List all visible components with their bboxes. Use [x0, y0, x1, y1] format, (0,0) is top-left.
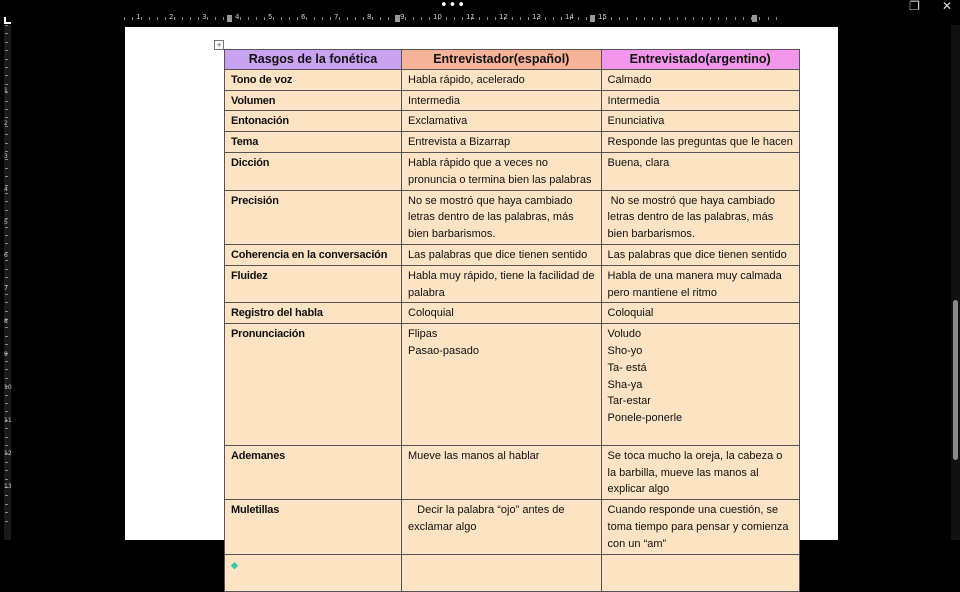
- cell-line: Responde las preguntas que le hacen: [607, 136, 793, 149]
- entrevistado-cell[interactable]: [601, 265, 799, 303]
- vertical-scrollbar[interactable]: [951, 25, 960, 540]
- ruler-tick: [5, 243, 8, 244]
- cell-line: Buena, clara: [607, 156, 670, 169]
- ruler-tick: [5, 50, 8, 51]
- entrevistador-cell[interactable]: [402, 244, 602, 265]
- ruler-tick: [5, 462, 8, 463]
- cell-line: [408, 393, 595, 410]
- ruler-tick: [578, 17, 579, 20]
- ruler-tick: [586, 17, 587, 20]
- cell-line: letras dentro de las palabras, más: [607, 211, 774, 224]
- table-row: [225, 190, 800, 244]
- entrevistador-cell[interactable]: [402, 69, 602, 90]
- row-label[interactable]: Registro del habla: [225, 303, 402, 324]
- table-header-row: [225, 50, 800, 70]
- table-row: [225, 111, 800, 132]
- cell-line: pronuncia o termina bien las palabras: [408, 173, 592, 186]
- right-margin-marker[interactable]: [752, 15, 757, 22]
- cell-line: con un “am”: [607, 537, 667, 550]
- ruler-tick: [314, 17, 315, 20]
- ruler-tick: [215, 17, 216, 20]
- ruler-number: 11: [4, 417, 12, 424]
- ruler-tick: [124, 17, 125, 20]
- ruler-tick: [611, 17, 612, 20]
- cell-line: Las palabras que dice tienen sentido: [408, 248, 588, 261]
- ruler-tick: [5, 193, 8, 194]
- ruler-tick: [5, 143, 8, 144]
- table-row: [225, 244, 800, 265]
- ruler-tick: [264, 17, 265, 20]
- row-label[interactable]: Pronunciación: [225, 324, 402, 446]
- ruler-number: 4: [235, 13, 240, 21]
- ruler-number: 13: [4, 483, 12, 490]
- cell-line: bien barbarismos.: [607, 228, 695, 241]
- entrevistado-cell[interactable]: [601, 554, 799, 592]
- row-label[interactable]: [225, 554, 402, 592]
- row-label[interactable]: Tono de voz: [225, 69, 402, 90]
- ruler-tick: [256, 17, 257, 20]
- cell-line: Ta- está: [607, 361, 647, 374]
- ruler-number: 7: [4, 285, 8, 292]
- ruler-tick: [5, 227, 8, 228]
- ruler-tick: [5, 327, 8, 328]
- entrevistador-cell[interactable]: [402, 111, 602, 132]
- ruler-number: 6: [4, 252, 8, 259]
- cell-line: Mueve las manos al hablar: [408, 449, 540, 462]
- ruler-tick: [479, 17, 480, 20]
- entrevistado-cell[interactable]: [601, 500, 799, 554]
- ruler-tick: [380, 17, 381, 20]
- ruler-tick: [5, 470, 8, 471]
- ruler-tick: [5, 25, 8, 26]
- indent-marker[interactable]: [227, 15, 232, 22]
- entrevistador-cell[interactable]: [402, 152, 602, 190]
- ruler-tick: [5, 521, 8, 522]
- ruler-number: 10: [4, 384, 12, 391]
- ruler-tick: [528, 17, 529, 20]
- cell-line: Coloquial: [408, 307, 454, 320]
- ruler-number: 12: [4, 450, 12, 457]
- ruler-tick: [388, 17, 389, 20]
- entrevistador-cell[interactable]: [402, 190, 602, 244]
- vertical-ruler[interactable]: [4, 25, 11, 540]
- ruler-tick: [644, 17, 645, 20]
- ruler-tick: [405, 17, 406, 20]
- ruler-tick: [669, 17, 670, 20]
- cell-line: No se mostró que haya cambiado: [607, 194, 776, 207]
- ruler-tick: [710, 17, 711, 20]
- entrevistado-cell[interactable]: [601, 324, 799, 446]
- entrevistado-cell[interactable]: [601, 244, 799, 265]
- ruler-tick: [347, 17, 348, 20]
- cell-line: [608, 573, 793, 590]
- entrevistador-cell[interactable]: [402, 445, 602, 499]
- ruler-tick: [306, 17, 307, 20]
- entrevistador-cell[interactable]: [402, 324, 602, 446]
- ruler-tick: [5, 84, 8, 85]
- cell-line: [608, 427, 793, 444]
- ruler-tick: [421, 17, 422, 20]
- tab-marker[interactable]: [395, 15, 400, 22]
- ruler-tick: [141, 17, 142, 20]
- ruler-tick: [157, 17, 158, 20]
- ruler-tick: [660, 17, 661, 20]
- ruler-tick: [182, 17, 183, 20]
- entrevistador-cell[interactable]: [402, 303, 602, 324]
- entrevistador-cell[interactable]: [402, 90, 602, 111]
- ruler-tick: [5, 504, 8, 505]
- ruler-tick: [652, 17, 653, 20]
- table-row: [225, 132, 800, 153]
- cell-line: [408, 377, 595, 394]
- ruler-tick: [339, 17, 340, 20]
- close-button[interactable]: ✕: [941, 0, 952, 13]
- cell-line: [608, 557, 793, 574]
- entrevistado-cell[interactable]: [601, 69, 799, 90]
- ruler-tick: [693, 17, 694, 20]
- cell-line: Se toca mucho la oreja, la cabeza o: [607, 449, 783, 462]
- ruler-number: 11: [466, 13, 475, 21]
- ruler-tick: [446, 17, 447, 20]
- ruler-tick: [372, 17, 373, 20]
- ruler-tick: [5, 277, 8, 278]
- tab-selector[interactable]: [4, 17, 11, 24]
- cell-line: explicar algo: [607, 483, 670, 496]
- column-marker[interactable]: [590, 15, 595, 22]
- entrevistador-cell[interactable]: [402, 132, 602, 153]
- row-label[interactable]: Entonación: [225, 111, 402, 132]
- cell-line: [408, 536, 595, 553]
- ruler-tick: [454, 17, 455, 20]
- cell-line: Sha-ya: [607, 378, 643, 391]
- ruler-tick: [735, 17, 736, 20]
- cell-line: Entrevista a Bizarrap: [408, 136, 511, 149]
- ruler-number: 15: [598, 13, 607, 21]
- ruler-tick: [743, 17, 744, 20]
- ruler-number: 12: [499, 13, 508, 21]
- cell-line: Intermedia: [607, 94, 660, 107]
- entrevistado-cell[interactable]: [601, 90, 799, 111]
- row-label[interactable]: Dicción: [225, 152, 402, 190]
- ruler-tick: [5, 445, 8, 446]
- ruler-tick: [685, 17, 686, 20]
- table-row: [225, 303, 800, 324]
- table-row: [225, 265, 800, 303]
- entrevistador-cell[interactable]: [402, 265, 602, 303]
- restore-button[interactable]: ❐: [909, 0, 920, 13]
- ruler-number: 13: [532, 13, 541, 21]
- ruler-tick: [5, 67, 8, 68]
- ruler-tick: [363, 17, 364, 20]
- ruler-tick: [190, 17, 191, 20]
- ruler-tick: [702, 17, 703, 20]
- ruler-tick: [5, 210, 8, 211]
- ruler-number: 8: [4, 318, 8, 325]
- cell-line: Intermedia: [408, 94, 460, 107]
- cell-line: Habla rápido, acelerado: [408, 73, 525, 86]
- ruler-tick: [174, 17, 175, 20]
- cell-line: pero mantiene el ritmo: [607, 286, 717, 299]
- ruler-tick: [5, 361, 8, 362]
- entrevistado-cell[interactable]: [601, 152, 799, 190]
- table-row: [225, 554, 800, 592]
- cell-line: [408, 410, 595, 427]
- cell-line: Pasao-pasado: [408, 344, 479, 357]
- ruler-tick: [248, 17, 249, 20]
- ruler-tick: [132, 17, 133, 20]
- ruler-tick: [776, 17, 777, 20]
- ruler-tick: [5, 260, 8, 261]
- ruler-tick: [5, 437, 8, 438]
- ruler-tick: [677, 17, 678, 20]
- cell-line: [408, 481, 595, 498]
- entrevistador-cell[interactable]: [402, 554, 602, 592]
- ruler-number: 1: [136, 13, 141, 21]
- ruler-number: 5: [4, 219, 8, 226]
- ruler-tick: [273, 17, 274, 20]
- row-label[interactable]: Precisión: [225, 190, 402, 244]
- cell-line: [408, 360, 595, 377]
- table-row: [225, 445, 800, 499]
- cell-line: Las palabras que dice tienen sentido: [607, 248, 787, 261]
- ruler-number: 5: [268, 13, 273, 21]
- cell-line: Coloquial: [607, 307, 654, 320]
- ruler-tick: [5, 294, 8, 295]
- ruler-tick: [636, 17, 637, 20]
- ruler-tick: [487, 17, 488, 20]
- ruler-tick: [165, 17, 166, 20]
- row-label[interactable]: Muletillas: [225, 500, 402, 554]
- ruler-number: 2: [169, 13, 174, 21]
- row-label[interactable]: Ademanes: [225, 445, 402, 499]
- ruler-tick: [5, 101, 8, 102]
- table-row: [225, 324, 800, 446]
- ruler-tick: [240, 17, 241, 20]
- header-rasgos[interactable]: Rasgos de la fonética: [225, 50, 402, 70]
- cell-line: Habla muy rápido, tiene la facilidad de: [408, 269, 595, 282]
- cell-line: letras dentro de las palabras, más: [408, 211, 574, 224]
- gem-icon: ◆: [231, 559, 238, 570]
- cell-line: toma tiempo para pensar y comienza: [607, 520, 789, 533]
- ruler-number: 9: [400, 13, 405, 21]
- cell-line: Calmado: [607, 73, 652, 86]
- ruler-number: 9: [4, 351, 8, 358]
- ruler-tick: [5, 311, 8, 312]
- ruler-tick: [5, 512, 8, 513]
- ruler-tick: [5, 403, 8, 404]
- ruler-tick: [5, 302, 8, 303]
- ruler-tick: [5, 269, 8, 270]
- table-row: [225, 69, 800, 90]
- ruler-tick: [223, 17, 224, 20]
- entrevistado-cell[interactable]: [601, 303, 799, 324]
- ruler-tick: [5, 378, 8, 379]
- header-entrevistado[interactable]: Entrevistado(argentino): [601, 50, 799, 70]
- cell-line: [408, 465, 595, 482]
- cell-line: Habla de una manera muy calmada: [607, 269, 782, 282]
- table-row: [225, 90, 800, 111]
- ruler-number: 1: [4, 87, 8, 94]
- cell-line: Decir la palabra “ojo” antes de: [408, 504, 565, 517]
- ruler-number: 3: [4, 153, 8, 160]
- entrevistado-cell[interactable]: [601, 132, 799, 153]
- ruler-tick: [619, 17, 620, 20]
- ruler-tick: [768, 17, 769, 20]
- ruler-number: 4: [4, 186, 8, 193]
- ruler-tick: [5, 369, 8, 370]
- table-move-handle[interactable]: +: [214, 40, 224, 50]
- ruler-tick: [198, 17, 199, 20]
- ruler-tick: [5, 495, 8, 496]
- ruler-tick: [5, 344, 8, 345]
- cell-line: Habla rápido que a veces no: [408, 156, 549, 169]
- ruler-number: 14: [565, 13, 574, 21]
- ruler-tick: [495, 17, 496, 20]
- ruler-bar: [0, 0, 960, 25]
- more-options-button[interactable]: •••: [440, 0, 467, 13]
- ruler-tick: [462, 17, 463, 20]
- ruler-tick: [627, 17, 628, 20]
- table-row: [225, 152, 800, 190]
- ruler-tick: [5, 336, 8, 337]
- cell-line: [408, 573, 595, 590]
- ruler-tick: [413, 17, 414, 20]
- ruler-tick: [726, 17, 727, 20]
- ruler-tick: [289, 17, 290, 20]
- row-label[interactable]: Coherencia en la conversación: [225, 244, 402, 265]
- ruler-tick: [718, 17, 719, 20]
- ruler-number: 10: [433, 13, 442, 21]
- ruler-tick: [553, 17, 554, 20]
- ruler-tick: [5, 151, 8, 152]
- ruler-tick: [5, 479, 8, 480]
- ruler-tick: [5, 235, 8, 236]
- cell-line: Voludo: [607, 328, 642, 341]
- cell-line: Sho-yo: [607, 344, 643, 357]
- table-row: [225, 500, 800, 554]
- ruler-number: 2: [4, 120, 8, 127]
- cell-line: [408, 557, 595, 574]
- ruler-tick: [545, 17, 546, 20]
- ruler-tick: [5, 33, 8, 34]
- window-controls: [909, 0, 952, 12]
- ruler-tick: [330, 17, 331, 20]
- ruler-tick: [5, 411, 8, 412]
- row-label[interactable]: Tema: [225, 132, 402, 153]
- horizontal-ruler[interactable]: [124, 14, 764, 23]
- header-entrevistador[interactable]: Entrevistador(español): [402, 50, 602, 70]
- ruler-number: 7: [334, 13, 339, 21]
- cell-line: Ponele-ponerle: [607, 412, 683, 425]
- entrevistador-cell[interactable]: [402, 500, 602, 554]
- cell-line: Flipas: [408, 328, 438, 341]
- cell-line: la barbilla, mueve las manos al: [607, 466, 759, 479]
- row-label[interactable]: Volumen: [225, 90, 402, 111]
- ruler-tick: [207, 17, 208, 20]
- cell-line: palabra: [408, 286, 445, 299]
- ruler-tick: [5, 134, 8, 135]
- ruler-tick: [5, 428, 8, 429]
- cell-line: bien barbarismos.: [408, 228, 496, 241]
- ruler-number: 3: [202, 13, 207, 21]
- cell-line: Cuando responde una cuestión, se: [607, 504, 779, 517]
- cell-line: Exclamativa: [408, 115, 468, 128]
- entrevistado-cell[interactable]: [601, 111, 799, 132]
- ruler-tick: [297, 17, 298, 20]
- row-label[interactable]: Fluidez: [225, 265, 402, 303]
- ruler-tick: [5, 59, 8, 60]
- ruler-tick: [149, 17, 150, 20]
- ruler-tick: [429, 17, 430, 20]
- ruler-tick: [5, 75, 8, 76]
- phonetics-table: [224, 49, 800, 592]
- ruler-tick: [5, 109, 8, 110]
- ruler-tick: [281, 17, 282, 20]
- ruler-tick: [5, 42, 8, 43]
- entrevistado-cell[interactable]: [601, 190, 799, 244]
- ruler-tick: [561, 17, 562, 20]
- ruler-tick: [5, 117, 8, 118]
- ruler-number: 8: [367, 13, 372, 21]
- ruler-tick: [512, 17, 513, 20]
- ruler-tick: [520, 17, 521, 20]
- ruler-number: 6: [301, 13, 306, 21]
- cell-line: Enunciativa: [607, 115, 665, 128]
- ruler-tick: [5, 168, 8, 169]
- ruler-tick: [5, 201, 8, 202]
- ruler-tick: [5, 395, 8, 396]
- cell-line: No se mostró que haya cambiado: [408, 194, 573, 207]
- cell-line: exclamar algo: [408, 520, 477, 533]
- cell-line: [408, 427, 595, 444]
- cell-line: Tar-estar: [607, 395, 651, 408]
- entrevistado-cell[interactable]: [601, 445, 799, 499]
- ruler-tick: [355, 17, 356, 20]
- ruler-tick: [322, 17, 323, 20]
- ruler-tick: [759, 17, 760, 20]
- ruler-tick: [5, 176, 8, 177]
- scrollbar-thumb[interactable]: [953, 300, 958, 460]
